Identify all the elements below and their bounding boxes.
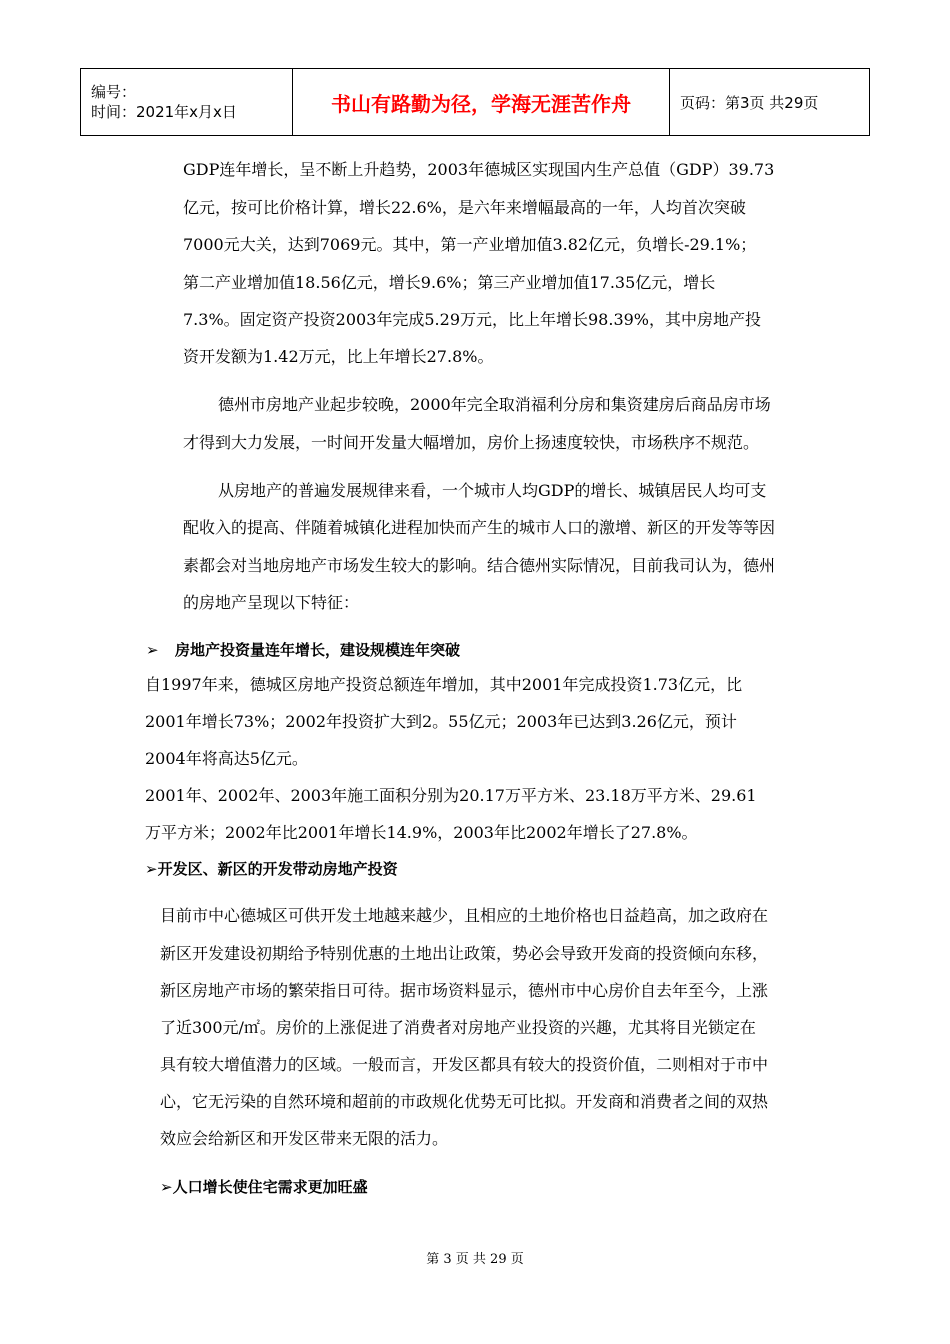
paragraph-line: 自1997年来，德城区房地产投资总额连年增加，其中2001年完成投资1.73亿元，比 [145,675,743,694]
document-number-label: 编号： [91,83,137,101]
section-heading [145,859,398,879]
paragraph-line: 2004年将高达5亿元。 [145,749,308,768]
page-footer: 第 3 页 共 29 页 [426,1252,524,1267]
document-date: 时间：2021年x月x日 [91,103,237,121]
paragraph-line: 7.3%。固定资产投资2003年完成5.29万元，比上年增长98.39%，其中房地产投 [183,310,762,329]
bullet-arrow-icon: ➢ [145,860,158,878]
header-table [80,68,870,136]
paragraph-line: 新区房地产市场的繁荣指日可待。据市场资料显示，德州市中心房价自去年至今，上涨 [160,981,769,1000]
bullet-arrow-icon: ➢ [146,641,159,659]
paragraph-line: 亿元，按可比价格计算，增长22.6%，是六年来增幅最高的一年，人均首次突破 [183,198,746,217]
paragraph-line: 了近300元/㎡。房价的上涨促进了消费者对房地产业投资的兴趣，尤其将目光锁定在 [160,1018,756,1037]
paragraph-line: 资开发额为1.42万元，比上年增长27.8%。 [183,347,494,366]
paragraph-line: 从房地产的普遍发展规律来看，一个城市人均GDP的增长、城镇居民人均可支 [218,481,767,500]
section-heading [160,1177,368,1197]
paragraph-line: 素都会对当地房地产市场发生较大的影响。结合德州实际情况，目前我司认为，德州 [183,556,776,575]
header-page-info: 页码：第3页 共29页 [670,69,870,136]
paragraph-line: GDP连年增长，呈不断上升趋势，2003年德城区实现国内生产总值（GDP）39.73 [183,160,775,179]
paragraph-line: 的房地产呈现以下特征： [183,593,360,612]
paragraph-line: 2001年、2002年、2003年施工面积分别为20.17万平方米、23.18万平方米、29.61 [145,786,757,805]
paragraph-line: 效应会给新区和开发区带来无限的活力。 [160,1129,449,1148]
paragraph-line: 第二产业增加值18.56亿元，增长9.6%；第三产业增加值17.35亿元，增长 [183,273,716,292]
paragraph-line: 7000元大关，达到7069元。其中，第一产业增加值3.82亿元，负增长-29.1%； [183,235,757,254]
paragraph-line: 新区开发建设初期给予特别优惠的土地出让政策，势必会导致开发商的投资倾向东移， [160,944,769,963]
bullet-arrow-icon: ➢ [160,1178,173,1196]
paragraph-line: 目前市中心德城区可供开发土地越来越少，且相应的土地价格也日益趋高，加之政府在 [160,906,769,925]
section-heading [146,640,460,660]
paragraph-line: 心，它无污染的自然环境和超前的市政规化优势无可比拟。开发商和消费者之间的双热 [160,1092,769,1111]
header-motto: 书山有路勤为径，学海无涯苦作舟 [293,69,670,136]
paragraph-line: 才得到大力发展，一时间开发量大幅增加，房价上扬速度较快，市场秩序不规范。 [183,433,760,452]
section-heading-text: 人口增长使住宅需求更加旺盛 [172,1178,368,1196]
paragraph-line: 具有较大增值潜力的区域。一般而言，开发区都具有较大的投资价值，二则相对于市中 [160,1055,769,1074]
paragraph-line: 2001年增长73%；2002年投资扩大到2。55亿元；2003年已达到3.26亿元，预计 [145,712,737,731]
paragraph-line: 万平方米；2002年比2001年增长14.9%，2003年比2002年增长了27.8%。 [145,823,698,842]
section-heading-text: 房地产投资量连年增长，建设规模连年突破 [175,641,461,659]
paragraph-line: 德州市房地产业起步较晚，2000年完全取消福利分房和集资建房后商品房市场 [218,395,771,414]
section-heading-text: 开发区、新区的开发带动房地产投资 [157,860,398,878]
paragraph-line: 配收入的提高、伴随着城镇化进程加快而产生的城市人口的激增、新区的开发等等因 [183,518,776,537]
header-meta-cell [81,69,293,136]
